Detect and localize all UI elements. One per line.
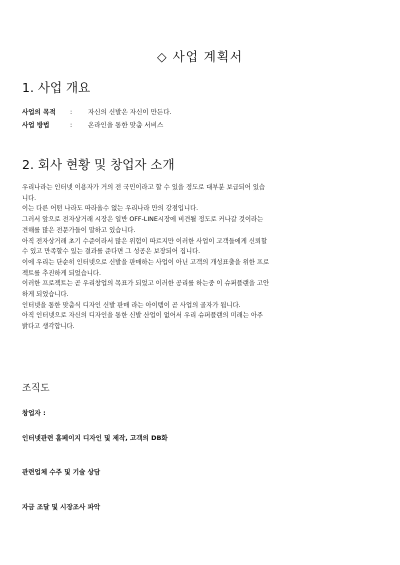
overview-row — [22, 119, 172, 132]
overview-row — [22, 106, 172, 119]
section-heading-overview: 1. 사업 개요 — [22, 80, 91, 95]
org-item: 관련업체 수주 및 기술 상담 — [22, 468, 101, 476]
org-chart-heading: 조직도 — [22, 383, 50, 394]
section-heading-company: 2. 회사 현황 및 창업자 소개 — [22, 157, 175, 172]
body-line: 밝다고 생각합니다. — [22, 323, 75, 331]
body-line: 이는 다른 어떤 나라도 따라올수 없는 우리나라 만의 강점입니다. — [22, 205, 199, 213]
body-line: 아직 전자상거래 초기 수준이라서 많은 위험이 따르지만 이러한 사업이 고객들에게 신뢰할 — [22, 237, 268, 245]
org-item: 인터넷관련 홈페이지 디자인 및 제작, 고객의 DB화 — [22, 434, 168, 442]
row-value: 온라인을 통한 맞춤 서비스 — [88, 121, 164, 129]
body-line: 우리나라는 인터넷 이용자가 거의 전 국민이라고 할 수 있을 정도로 대부분 보급되어 있습 — [22, 184, 265, 191]
body-line: 젝트를 추진하게 되었습니다. — [22, 269, 101, 277]
company-description — [22, 183, 382, 333]
org-founder: 창업자 : — [22, 409, 46, 417]
row-colon: : — [70, 108, 73, 116]
body-line: 이러한 프로젝트는 곧 우리창업의 목표가 되었고 이러한 공리를 하는중 이 슈퍼플랜을 고안 — [22, 280, 270, 288]
body-line: 니다. — [22, 194, 37, 202]
body-line: 하게 되었습니다. — [22, 291, 69, 299]
overview-table — [22, 106, 172, 132]
body-line: 아직 인터넷으로 자신의 디자인을 통한 신발 산업이 없어서 우리 슈퍼플랜의 미래는 아주 — [22, 312, 263, 320]
body-line: 그러서 앞으로 전자상거래 시장은 일반 OFF-LINE시장에 비견될 정도로 커나갈 것이라는 — [22, 216, 264, 224]
row-label: 사업 방법 — [22, 121, 50, 129]
document-title: ◇ 사업 계획서 — [157, 49, 243, 64]
body-line: 이에 우리는 단순히 인터넷으로 신발을 판매하는 사업이 아닌 고객의 개성표출을 위한 프로 — [22, 258, 270, 266]
row-label: 사업의 목적 — [22, 108, 56, 116]
org-item: 자금 조달 및 시장조사 파악 — [22, 503, 101, 511]
body-line: 견해를 많은 전문가들이 말하고 있습니다. — [22, 226, 136, 234]
body-line: 수 있고 만족할수 있는 결과를 준다면 그 성공은 보장되어 집니다. — [22, 248, 201, 256]
row-value: 자신의 신발은 자신이 만든다. — [88, 108, 172, 116]
row-colon: : — [70, 121, 73, 129]
body-line: 인터넷을 통한 맞춤식 디자인 신발 판매 라는 아이템이 곧 사업의 골자가 됩니다. — [22, 301, 241, 309]
